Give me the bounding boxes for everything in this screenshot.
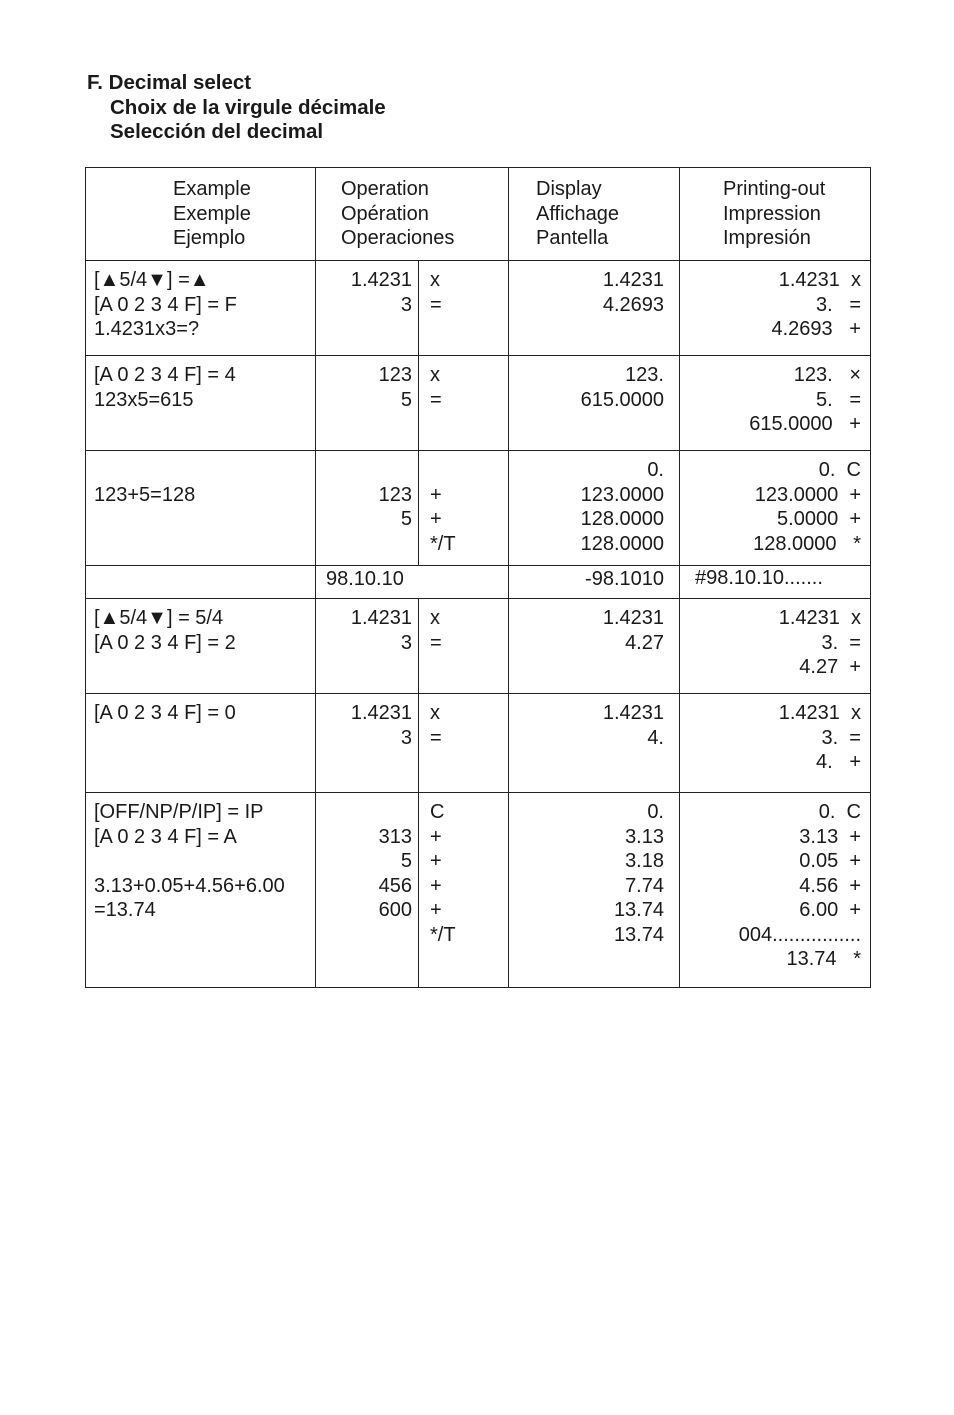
- header-printing: Printing-out Impression Impresión: [723, 178, 826, 249]
- table-row: [86, 599, 871, 694]
- display-cell: 0. 3.13 3.18 7.74 13.74 13.74: [613, 801, 664, 946]
- display-cell: 123. 615.0000: [580, 364, 664, 411]
- operation-key-cell: x =: [430, 607, 442, 654]
- operation-key-cell: + + */T: [430, 483, 456, 555]
- decimal-select-table: [85, 167, 871, 988]
- table-row: [86, 793, 871, 988]
- header-operation-cell: [316, 168, 509, 261]
- example-cell: 123+5=128: [94, 483, 196, 506]
- operation-number-cell: 313 5 456 600: [378, 825, 412, 921]
- display-cell: -98.1010: [585, 568, 664, 590]
- example-cell: [▲5/4▼] =▲ [A 0 2 3 4 F] = F 1.4231x3=?: [94, 269, 237, 340]
- header-display-cell: [509, 168, 680, 261]
- printing-cell: #98.10.10.......: [695, 567, 823, 589]
- display-cell: 1.4231 4.27: [602, 607, 664, 654]
- operation-key-cell: x =: [430, 364, 442, 411]
- table-row: [86, 261, 871, 356]
- operation-number-cell: 1.4231 3: [350, 269, 412, 316]
- operation-number-cell: 1.4231 3: [350, 607, 412, 654]
- table-row: [86, 694, 871, 793]
- operation-key-cell: C + + + + */T: [430, 801, 456, 946]
- date-entry-cell: 98.10.10: [326, 568, 404, 590]
- display-cell: 1.4231 4.: [602, 702, 664, 749]
- printing-cell: 0. C 123.0000 + 5.0000 + 128.0000 *: [753, 459, 861, 555]
- header-display: Display Affichage Pantella: [536, 178, 620, 249]
- header-operation: Operation Opération Operaciones: [341, 178, 455, 249]
- heading-spanish: Selección del decimal: [110, 120, 324, 143]
- operation-key-cell: x =: [430, 269, 442, 316]
- printing-cell: 123. × 5. = 615.0000 +: [749, 364, 861, 435]
- example-cell: [▲5/4▼] = 5/4 [A 0 2 3 4 F] = 2: [94, 607, 236, 654]
- table-row: [86, 451, 871, 566]
- section-heading: [87, 71, 386, 145]
- header-example-cell: [86, 168, 316, 261]
- printing-cell: 0. C 3.13 + 0.05 + 4.56 + 6.00 + 004................ 13.74 *: [738, 801, 861, 970]
- operation-key-cell: x =: [430, 702, 442, 749]
- heading-english: F. Decimal select: [87, 71, 252, 94]
- operation-number-cell: 1.4231 3: [350, 702, 412, 749]
- table-row: [86, 566, 871, 599]
- header-example: Example Exemple Ejemplo: [173, 178, 251, 249]
- example-cell: [A 0 2 3 4 F] = 4 123x5=615: [94, 364, 236, 411]
- heading-french: Choix de la virgule décimale: [110, 95, 386, 119]
- display-cell: 0. 123.0000 128.0000 128.0000: [580, 459, 664, 555]
- printing-cell: 1.4231 x 3. = 4.2693 +: [771, 269, 861, 340]
- operation-number-cell: 123 5: [378, 483, 412, 530]
- header-printing-cell: [680, 168, 871, 261]
- display-cell: 1.4231 4.2693: [602, 269, 664, 316]
- header-row: [86, 168, 871, 261]
- example-cell: [OFF/NP/P/IP] = IP [A 0 2 3 4 F] = A 3.13+0.05+4.56+6.00 =13.74: [94, 801, 285, 921]
- printing-cell: 1.4231 x 3. = 4. +: [778, 702, 861, 773]
- operation-number-cell: 123 5: [378, 364, 412, 411]
- printing-cell: 1.4231 x 3. = 4.27 +: [778, 607, 861, 678]
- table-row: [86, 356, 871, 451]
- example-cell: [A 0 2 3 4 F] = 0: [94, 702, 236, 724]
